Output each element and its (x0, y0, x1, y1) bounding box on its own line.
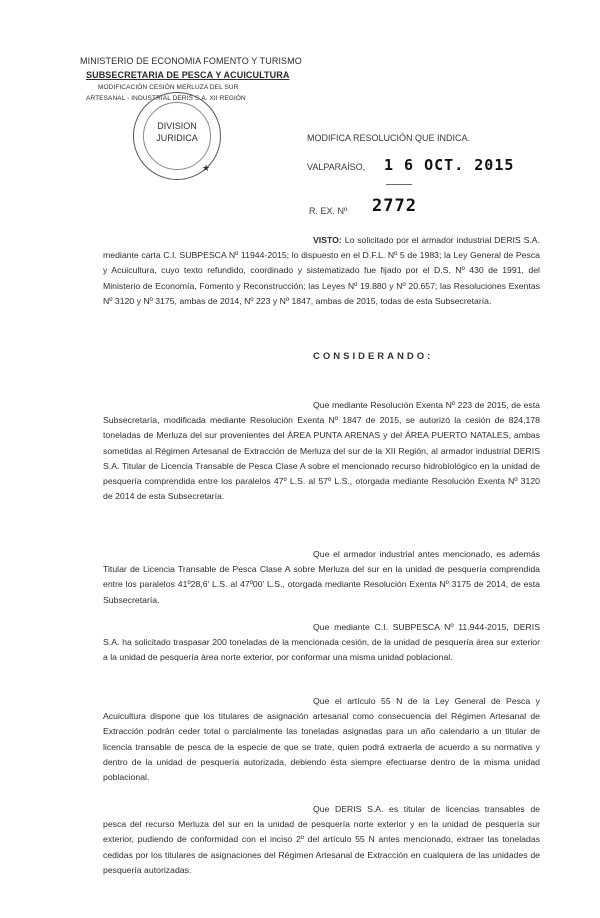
visto-paragraph (103, 233, 540, 309)
considerando-heading: CONSIDERANDO: (313, 351, 434, 362)
subject-line-1: MODIFICACIÓN CESIÓN MERLUZA DEL SUR (98, 84, 239, 91)
subject-line-2: ARTESANAL - INDUSTRIAL DERIS S.A. XII REGIÓN (86, 95, 246, 102)
division-juridica-seal (133, 92, 221, 180)
considerando-paragraph-4 (103, 694, 540, 785)
ministry-name: MINISTERIO DE ECONOMIA FOMENTO Y TURISMO (80, 56, 302, 66)
considerando-text-5: Que DERIS S.A. es titular de licencias transables de pesca del recurso Merluza del sur en la unidad de pesquería norte exterior y en la unidad de pesquería sur exterior, pudiendo de conformidad con el inciso 2º del artículo 55 N antes mencionado, extraer las toneladas cedidas por los titulares de asignaciones del Régimen Artesanal de Extracción en cualquiera de las unidades de pesquería autorizadas. (103, 804, 540, 875)
considerando-text-4: Que el artículo 55 N de la Ley General de Pesca y Acuicultura dispone que los titulares de asignación artesanal como consecuencia del Régimen Artesanal de Extracción podrán ceder total o parcialmente las toneladas asignadas para un año calendario a un titular de licencia transable de pesca de la especie de que se trate, quien podrá extraerla de acuerdo a su normativa y dentro de la unidad de pesquería autorizada, debiendo ésta siempre efectuarse dentro de la misma unidad poblacional. (103, 696, 540, 783)
subsecretaria-name: SUBSECRETARIA DE PESCA Y ACUICULTURA (86, 70, 290, 80)
considerando-paragraph-1 (103, 398, 540, 504)
resolution-subject: MODIFICA RESOLUCIÓN QUE INDICA. (307, 133, 471, 143)
seal-star-icon: ★ (202, 163, 211, 173)
seal-text-juridica: JURIDICA (156, 133, 198, 143)
visto-text: Lo solicitado por el armador industrial DERIS S.A. mediante carta C.I. SUBPESCA Nº 11944-2015; lo dispuesto en el D.F.L. Nº 5 de 1983; la Ley General de Pesca y Acuicultura, cuyo texto refundido, coordinado y sistematizado fue fijado por el D.S. Nº 430 de 1991, del Ministerio de Economía, Fomento y Reconstrucción; las Leyes Nº 19.880 y Nº 20.657; las Resoluciones Exentas Nº 3120 y Nº 3175, ambas de 2014, Nº 223 y Nº 1847, ambas de 2015, todas de esta Subsecretaría. (103, 235, 540, 306)
considerando-paragraph-3 (103, 620, 540, 666)
considerando-text-2: Que el armador industrial antes mencionado, es además Titular de Licencia Transable de Pesca Clase A sobre Merluza del sur en la unidad de pesquería comprendida entre los paralelos 41º28,6' L.S. al 47º00' L.S., otorgada mediante Resolución Exenta Nº 3175 de 2014, de esta Subsecretaría. (103, 549, 540, 605)
considerando-text-1: Que mediante Resolución Exenta Nº 223 de 2015, de esta Subsecretaría, modificada mediante Resolución Exenta Nº 1847 de 2015, se autorizó la cesión de 824,178 toneladas de Merluza del sur provenientes del ÁREA PUNTA ARENAS y del ÁREA PUERTO NATALES, ambas sometidas al Régimen Artesanal de Extracción de Merluza del sur de la XII Región, al armador industrial DERIS S.A. Titular de Licencia Transable de Pesca Clase A sobre el mencionado recurso hidrobiológico en la unidad de pesquería comprendida entre los paralelos 47º L.S. al 57º L.S., otorgada mediante Resolución Exenta Nº 3120 de 2014 de esta Subsecretaría. (103, 400, 540, 502)
rex-label: R. EX. Nº (309, 206, 348, 216)
considerando-paragraph-5 (103, 802, 540, 878)
considerando-paragraph-2 (103, 547, 540, 608)
considerando-text-3: Que mediante C.I. SUBPESCA Nº 11.944-2015, DERIS S.A. ha solicitado traspasar 200 toneladas de la mencionada cesión, de la unidad de pesquería área sur exterior a la unidad de pesquería área norte exterior, por conformar una misma unidad poblacional. (103, 622, 540, 663)
date-divider-mark (386, 184, 412, 185)
visto-label: VISTO: (313, 235, 342, 245)
resolution-number: 2772 (372, 196, 417, 216)
seal-text-division: DIVISION (157, 121, 197, 131)
city-label: VALPARAÍSO, (307, 162, 366, 172)
resolution-date: 1 6 OCT. 2015 (384, 156, 515, 174)
